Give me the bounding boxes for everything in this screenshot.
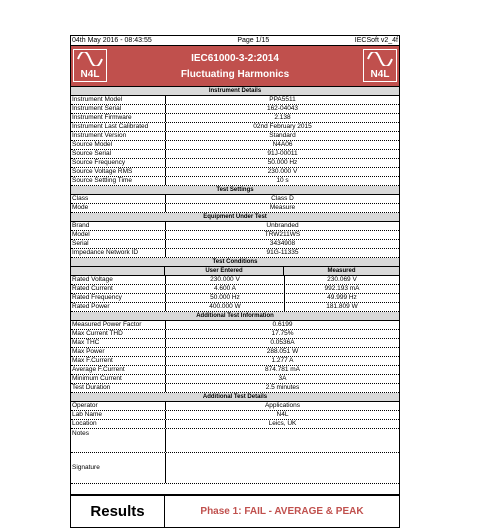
row-label: Average F.Current [71, 366, 166, 374]
sine-wave-icon [367, 52, 393, 66]
section-heading: Instrument Details [71, 87, 399, 96]
row-value: 288.051 W [266, 348, 299, 355]
table-row [71, 375, 399, 384]
row-label: Lab Name [71, 411, 166, 419]
measured-value: 992.193 mA [324, 285, 360, 292]
measured-value: 49.999 Hz [327, 294, 357, 301]
row-label: Class [71, 195, 166, 203]
table-row [71, 168, 399, 177]
row-value: 230.000 V [267, 168, 298, 175]
row-value: TRW211WS [264, 231, 301, 238]
conditions-header-row [71, 267, 399, 276]
row-value: 1.277 A [271, 357, 294, 364]
table-row [71, 204, 399, 213]
report-header-line [71, 36, 399, 46]
n4l-logo-left [73, 49, 107, 82]
row-value: Applications [264, 402, 301, 409]
row-label: Mode [71, 204, 166, 212]
table-row [71, 285, 399, 294]
table-row [71, 132, 399, 141]
row-value: N4A06 [272, 141, 293, 148]
section-heading: Additional Test Information [71, 312, 399, 321]
table-row [71, 303, 399, 312]
table-row [71, 294, 399, 303]
row-label: Instrument Version [71, 132, 166, 140]
results-label: Results [71, 496, 165, 527]
row-value: 0.6199 [272, 321, 293, 328]
row-label: Max THC [71, 339, 166, 347]
table-row [71, 159, 399, 168]
results-value: Phase 1: FAIL - AVERAGE & PEAK [200, 506, 364, 517]
row-label: Source Serial [71, 150, 166, 158]
table-row [71, 123, 399, 132]
row-value: 50.000 Hz [267, 159, 298, 166]
table-row [71, 348, 399, 357]
row-label: Model [71, 231, 166, 239]
row-value: N4L [276, 411, 289, 418]
table-row [71, 411, 399, 420]
section-heading: Test Conditions [71, 258, 399, 267]
col-user-entered: User Entered [165, 267, 284, 275]
report-banner [71, 46, 399, 87]
section-heading: Test Settings [71, 186, 399, 195]
table-row [71, 249, 399, 258]
row-label: Serial [71, 240, 166, 248]
row-label: Rated Frequency [71, 294, 166, 302]
standard-title: IEC61000-3-2:2014 [191, 53, 279, 64]
row-value: 3434908 [269, 240, 296, 247]
table-row [71, 96, 399, 105]
table-row [71, 321, 399, 330]
table-row [71, 384, 399, 393]
row-label: Impedance Network ID [71, 249, 166, 257]
row-label: Rated Power [71, 303, 166, 311]
table-row [71, 222, 399, 231]
spacer [71, 484, 399, 495]
row-value: 2.5 minutes [265, 384, 300, 391]
row-value: 162-04043 [266, 105, 299, 112]
row-value: 17.75% [271, 330, 294, 337]
measured-value: 230.069 V [327, 276, 357, 283]
row-label: Test Duration [71, 384, 166, 392]
row-label: Minimum Current [71, 375, 166, 383]
table-row [71, 402, 399, 411]
section-heading: Equipment Under Test [71, 213, 399, 222]
table-row [71, 240, 399, 249]
row-label: Instrument Last Calibrated [71, 123, 166, 131]
table-row [71, 150, 399, 159]
table-row [71, 231, 399, 240]
software-version: IECSoft v2_4f [354, 37, 398, 44]
row-label: Location [71, 420, 166, 428]
row-value: Leics, UK [268, 420, 297, 427]
table-row [71, 420, 399, 429]
entered-value: 50.000 Hz [166, 294, 285, 302]
row-value: 0.0536A [270, 339, 295, 346]
table-row [71, 330, 399, 339]
row-value: 02nd February 2015 [253, 123, 312, 130]
table-row [71, 276, 399, 285]
table-row [71, 357, 399, 366]
row-label: Source Model [71, 141, 166, 149]
report-sheet [70, 35, 400, 528]
row-label: Max Power [71, 348, 166, 356]
row-value: 2.138 [274, 114, 291, 121]
row-label: Rated Current [71, 285, 166, 293]
row-label: Measured Power Factor [71, 321, 166, 329]
notes-row [71, 429, 399, 453]
entered-value: 4.600 A [166, 285, 285, 293]
row-value: 874.781 mA [264, 366, 301, 373]
table-row [71, 141, 399, 150]
row-value: PPA5511 [269, 96, 296, 103]
table-row [71, 195, 399, 204]
row-label: Brand [71, 222, 166, 230]
report-date: 04th May 2016 - 08:43:55 [72, 37, 152, 44]
page-number: Page 1/15 [237, 37, 270, 44]
row-value: 91J-00011 [267, 150, 298, 157]
signature-value [166, 453, 399, 483]
row-value: Measure [269, 204, 296, 211]
entered-value: 230.000 V [166, 276, 285, 284]
row-label: Source Frequency [71, 159, 166, 167]
row-label: Source Voltage RMS [71, 168, 166, 176]
table-row [71, 177, 399, 186]
table-row [71, 105, 399, 114]
row-value: Standard [269, 132, 296, 139]
table-row [71, 366, 399, 375]
row-label: Instrument Firmware [71, 114, 166, 122]
row-value: 91G-11335 [266, 249, 299, 256]
entered-value: 400.000 W [166, 303, 285, 311]
row-label: Max F.Current [71, 357, 166, 365]
row-label: Source Settling Time [71, 177, 166, 185]
test-subtitle: Fluctuating Harmonics [180, 69, 290, 80]
row-label: Operator [71, 402, 166, 410]
section-heading: Additional Test Details [71, 393, 399, 402]
row-value: Class D [271, 195, 294, 202]
row-label: Notes [71, 429, 166, 452]
row-label: Instrument Model [71, 96, 166, 104]
row-label: Max Current THD [71, 330, 166, 338]
n4l-logo-right [363, 49, 397, 82]
sine-wave-icon [77, 52, 103, 66]
col-measured: Measured [327, 268, 356, 274]
measured-value: 181.809 W [326, 303, 358, 310]
row-label: Signature [71, 453, 166, 483]
row-value: 3A [278, 375, 287, 382]
table-row [71, 339, 399, 348]
notes-value [166, 429, 399, 452]
logo-text: N4L [370, 69, 390, 80]
table-row [71, 114, 399, 123]
signature-row [71, 453, 399, 484]
row-value: Unbranded [266, 222, 299, 229]
row-label: Rated Voltage [71, 276, 166, 284]
row-label: Instrument Serial [71, 105, 166, 113]
row-value: 10 s [276, 177, 289, 184]
logo-text: N4L [80, 69, 100, 80]
